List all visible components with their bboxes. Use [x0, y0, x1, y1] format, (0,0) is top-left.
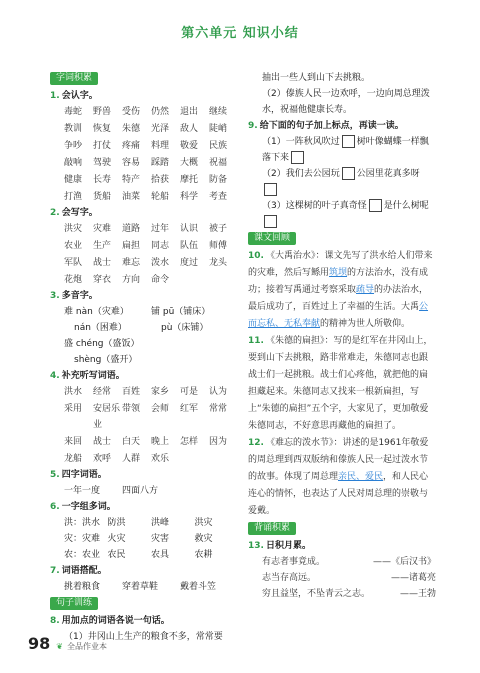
answer-box[interactable]	[291, 151, 304, 164]
q13-heading: 13. 日积月累。	[248, 541, 311, 551]
page-number: 98	[28, 634, 51, 653]
word-item: 师傅	[209, 241, 228, 251]
leaf-icon: ❦	[56, 642, 63, 651]
word-item: 泼水	[151, 258, 170, 268]
word-item: 光泽	[151, 124, 170, 134]
word-item: 认为	[209, 387, 228, 397]
word-item: 防备	[209, 175, 228, 185]
word-item: 民族	[209, 141, 228, 151]
q8-sentence-1-cont: 抽出一些人到山下去挑粮。	[262, 73, 371, 83]
word-item: 驾驶	[93, 158, 112, 168]
word-item: 灾难	[93, 224, 112, 234]
word-item: 敬爱	[180, 141, 199, 151]
word-item: 灾害	[151, 534, 170, 544]
word-item: 怎样	[180, 437, 199, 447]
word-item: 洪水	[64, 387, 83, 397]
word-item: 洪灾	[194, 518, 213, 528]
word-item: 百姓	[122, 387, 141, 397]
word-item: 救灾	[194, 534, 213, 544]
word-item: 考查	[209, 192, 228, 202]
quote-text: 志当存高远。	[262, 573, 317, 583]
word-item: 洪灾	[64, 224, 83, 234]
word-item: 度过	[180, 258, 199, 268]
word-item: 白天	[122, 437, 141, 447]
word-item: 轮船	[151, 192, 170, 202]
word-item: 穿着草鞋	[122, 582, 159, 592]
word-item: 农业	[64, 241, 83, 251]
word-item: 祝福	[209, 158, 228, 168]
word-item: 火灾	[107, 534, 126, 544]
word-item: 队伍	[180, 241, 199, 251]
word-item: 陡峭	[209, 124, 228, 134]
q6-word-grid	[50, 515, 238, 563]
q8-sentence-2: （2）傣族人民一边欢呼，一边向周总理泼水，祝福他健康长寿。	[262, 89, 430, 115]
word-item: 退出	[180, 107, 199, 117]
q8-heading: 8. 用加点的词语各说一句话。	[50, 616, 170, 626]
left-column	[50, 70, 238, 645]
q9-item-3: （3）这棵树的叶子真奇怪 是什么树呢	[248, 198, 436, 230]
q9-item-2: （2）我们去公园玩 公园里花真多呀	[248, 166, 436, 198]
q10-paragraph: 10. 《大禹治水》：课文先写了洪水给人们带来的灾难，然后写鲧用筑坝的方法治水，没有成功；接着写禹通过考察采取疏导的办法治水，最后成功了，百姓过上了幸福的生活。大禹公而忘私、无私奉献的精神为世人所敬仰。	[248, 251, 433, 329]
word-item: 生产	[93, 241, 112, 251]
quote-source: ——《后汉书》	[372, 557, 436, 567]
right-column	[248, 70, 436, 602]
q5-heading: 5. 四字词语。	[50, 470, 107, 480]
answer-box[interactable]	[342, 167, 355, 180]
word-item: 采用	[64, 404, 83, 414]
word-item: 洪峰	[151, 518, 170, 528]
q3-heading: 3. 多音字。	[50, 291, 98, 301]
q1-word-grid	[50, 104, 238, 205]
word-item: 摩托	[180, 175, 199, 185]
word-item: 欢乐	[151, 454, 170, 464]
footer	[28, 634, 107, 653]
word-item: 仍然	[151, 107, 170, 117]
word-item: 认识	[180, 224, 199, 234]
word-item: 欢呼	[93, 454, 112, 464]
word-item: 龙头	[209, 258, 228, 268]
q2-heading: 2. 会写字。	[50, 208, 98, 218]
word-item: 晚上	[151, 437, 170, 447]
word-item: 过年	[151, 224, 170, 234]
word-item: 被子	[209, 224, 228, 234]
word-item: 戴着斗笠	[180, 582, 217, 592]
q9-item-1: （1）一阵秋风吹过 树叶像蝴蝶一样飘落下来	[262, 137, 429, 163]
q4-word-grid	[50, 384, 238, 467]
word-item: 农具	[151, 550, 170, 560]
word-item: 毒蛇	[64, 107, 83, 117]
page-title: 第六单元 知识小结	[181, 26, 299, 41]
word-item: 科学	[180, 192, 199, 202]
answer-box[interactable]	[264, 183, 277, 196]
word-item: 常常	[209, 404, 228, 414]
word-item: 扁担	[122, 241, 141, 251]
word-item: 容易	[122, 158, 141, 168]
word-item: 洪：洪水	[64, 518, 101, 528]
word-item: 健康	[64, 175, 83, 185]
section-tag-sentence: 句子训练	[50, 597, 98, 610]
section-tag-recite: 背诵积累	[248, 522, 296, 535]
q1-heading: 1. 会认字。	[50, 91, 98, 101]
word-item: 战士	[93, 258, 112, 268]
word-item: 受伤	[122, 107, 141, 117]
word-item: 家乡	[151, 387, 170, 397]
polyphone-group: 盛 chéng（盛饭） shèng（盛开）	[64, 339, 140, 365]
word-item: 疼痛	[122, 141, 141, 151]
word-item: 野兽	[93, 107, 112, 117]
q7-word-grid	[50, 579, 238, 595]
quote-source: ——王勃	[399, 589, 436, 599]
word-item: 命令	[151, 275, 170, 285]
q11-paragraph: 11. 《朱德的扁担》：写的是红军在井冈山上，要到山下去挑粮，路非常难走，朱德同志也跟战士们一起挑粮。战士们心疼他，就把他的扁担藏起来。朱德同志又找来一根新扁担，写上“朱德的扁担”五个字，大家见了，更加敬爱朱德同志，不好意思再藏他的扁担了。	[248, 336, 433, 431]
q8-sentence-1: （1）井冈山上生产的粮食不多，常常要	[64, 632, 223, 642]
quote-line	[248, 586, 436, 602]
quote-source: ——诸葛亮	[390, 573, 436, 583]
quote-text: 有志者事竟成。	[262, 557, 326, 567]
word-item: 继续	[209, 107, 228, 117]
word-item: 朱德	[122, 124, 141, 134]
word-item: 会师	[151, 404, 170, 414]
q5-word-grid	[50, 483, 238, 499]
word-item: 踩踏	[151, 158, 170, 168]
q2-word-grid	[50, 221, 238, 288]
polyphone-group: 难 nàn（灾难） nán（困难）	[64, 307, 129, 333]
quote-line	[248, 554, 436, 570]
word-item: 大概	[180, 158, 199, 168]
word-item: 难忘	[122, 258, 141, 268]
quotes-list	[248, 554, 436, 602]
word-item: 农耕	[194, 550, 213, 560]
quote-line	[248, 570, 436, 586]
word-item: 防洪	[107, 518, 126, 528]
q12-paragraph: 12. 《难忘的泼水节》：讲述的是1961年敬爱的周总理到西双版纳和傣族人民一起过泼水节的故事。体现了周总理亲民、爱民，和人民心连心的情怀，也表达了人民对周总理的崇敬与爱戴。	[248, 438, 429, 516]
word-item: 穿衣	[93, 275, 112, 285]
word-item: 龙船	[64, 454, 83, 464]
word-item: 货船	[93, 192, 112, 202]
polyphone-block	[50, 336, 238, 368]
word-item: 打渔	[64, 192, 83, 202]
word-item: 来回	[64, 437, 83, 447]
quote-text: 穷且益坚，不坠青云之志。	[262, 589, 371, 599]
answer-box[interactable]	[342, 135, 355, 148]
word-item: 长寿	[93, 175, 112, 185]
word-item: 经常	[93, 387, 112, 397]
word-item: 道路	[122, 224, 141, 234]
word-item: 打仗	[93, 141, 112, 151]
word-item: 挑着粮食	[64, 582, 101, 592]
word-item: 一年一度	[64, 486, 101, 496]
word-item: 敌人	[180, 124, 199, 134]
word-item: 花炮	[64, 275, 83, 285]
answer-box[interactable]	[264, 215, 277, 228]
q9-heading: 9. 给下面的句子加上标点，再读一读。	[248, 121, 404, 131]
word-item: 拾获	[151, 175, 170, 185]
word-item: 四面八方	[122, 486, 159, 496]
word-item: 人群	[122, 454, 141, 464]
word-item: 油菜	[122, 192, 141, 202]
section-tag-review: 课文回顾	[248, 232, 296, 245]
word-item: 灾：灾难	[64, 534, 101, 544]
polyphone-group: 铺 pū（铺床） pù（床铺）	[151, 307, 211, 333]
word-item: 方向	[122, 275, 141, 285]
word-item: 红军	[180, 404, 199, 414]
word-item: 带领	[122, 404, 141, 414]
brand-name: 全品作业本	[66, 642, 107, 651]
section-tag-vocab: 字词积累	[50, 72, 98, 85]
word-item: 可是	[180, 387, 199, 397]
word-item: 特产	[122, 175, 141, 185]
word-item: 农：农业	[64, 550, 101, 560]
q7-heading: 7. 词语搭配。	[50, 566, 107, 576]
q4-heading: 4. 补充听写词语。	[50, 371, 125, 381]
word-item: 料理	[151, 141, 170, 151]
q6-heading: 6. 一字组多词。	[50, 502, 116, 512]
word-item: 教训	[64, 124, 83, 134]
polyphone-block	[50, 304, 238, 336]
word-item: 争吵	[64, 141, 83, 151]
word-item: 恢复	[93, 124, 112, 134]
word-item: 敲响	[64, 158, 83, 168]
word-item: 军队	[64, 258, 83, 268]
word-item: 同志	[151, 241, 170, 251]
word-item: 战士	[93, 437, 112, 447]
word-item: 因为	[209, 437, 228, 447]
word-item: 安居乐业	[93, 404, 121, 430]
word-item: 农民	[107, 550, 126, 560]
answer-box[interactable]	[369, 199, 382, 212]
